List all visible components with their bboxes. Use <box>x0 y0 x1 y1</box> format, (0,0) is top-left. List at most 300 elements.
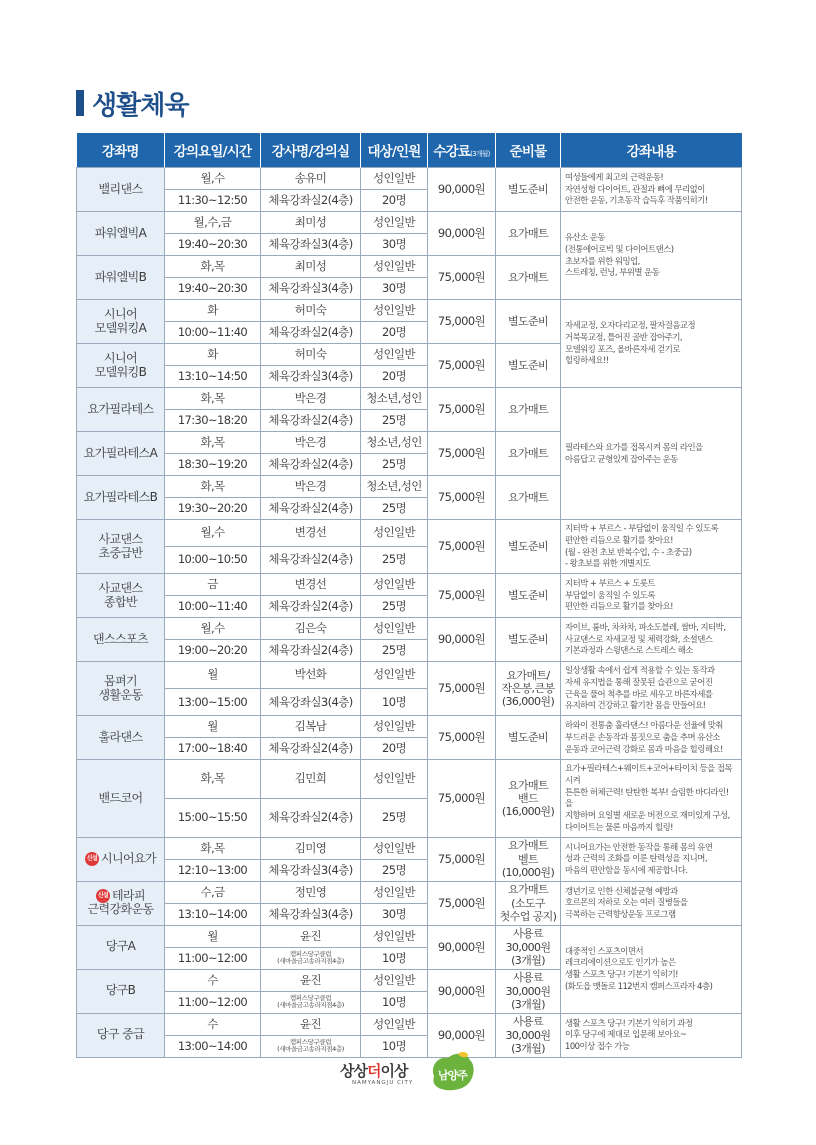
course-fee: 75,000원 <box>428 760 496 838</box>
course-days: 월 <box>165 662 261 689</box>
new-course-badge: 신설 <box>85 852 99 866</box>
course-days: 화,목 <box>165 837 261 859</box>
course-time: 19:00~20:20 <box>165 640 261 662</box>
materials-line: 별도준비 <box>507 539 549 553</box>
instructor-name: 김은숙 <box>261 618 361 640</box>
materials-line: 밴드 <box>517 791 539 805</box>
course-name <box>77 760 165 838</box>
course-room: 체육강좌실3(4층) <box>261 234 361 256</box>
course-room-line: (새마을금고송라지점4층) <box>277 957 344 966</box>
description-line: 필라테스와 요가를 접목시켜 몸의 라인을 <box>565 441 703 452</box>
course-description <box>561 168 742 212</box>
course-name-line: 요가필라테스A <box>83 445 158 460</box>
course-name-line: 밸리댄스 <box>98 181 143 196</box>
header-fee-label: 수강료 <box>433 144 471 160</box>
course-name-line: 근력강화운동 <box>87 902 154 917</box>
course-room-line: 캠퍼스당구클럽 <box>289 950 332 959</box>
table-row <box>77 925 742 947</box>
materials-line: (3개월) <box>511 953 545 967</box>
materials-line: 별도준비 <box>507 358 549 372</box>
course-time: 17:00~18:40 <box>165 738 261 760</box>
target-group: 성인일반 <box>361 574 428 596</box>
logo-slogan-b: 더 <box>366 1062 381 1080</box>
course-name-line: 밴드코어 <box>98 790 143 805</box>
materials <box>496 574 561 618</box>
course-days: 수,금 <box>165 881 261 903</box>
city-logo <box>340 1050 480 1095</box>
course-description <box>561 1013 742 1057</box>
materials-line: 요가매트 <box>507 270 549 284</box>
course-room: 체육강좌실2(4층) <box>261 596 361 618</box>
course-name <box>77 716 165 760</box>
course-name-line: 초중급반 <box>98 545 143 560</box>
description-line: 유지하여 건강하고 활기찬 몸을 만들어요! <box>565 700 706 711</box>
course-name <box>77 476 165 520</box>
course-room <box>261 991 361 1013</box>
target-group: 성인일반 <box>361 344 428 366</box>
course-description <box>561 212 742 300</box>
description-line: 자세 유지법을 통해 잘못된 습관으로 굳어진 <box>565 676 713 687</box>
course-name <box>77 256 165 300</box>
table-row <box>77 662 742 689</box>
target-group: 청소년,성인 <box>361 432 428 454</box>
materials-line: 사용료 <box>512 927 544 941</box>
course-name <box>77 520 165 574</box>
description-line: 거북목교정, 틀어진 골반 잡아주기, <box>565 331 683 342</box>
course-name-line: 훌라댄스 <box>98 729 143 744</box>
course-time: 13:10~14:50 <box>165 366 261 388</box>
page-title: 생활체육 <box>92 90 189 121</box>
description-line: 하와이 전통춤 훌라댄스! 아름다운 선율에 맞춰 <box>565 719 723 730</box>
course-schedule-table <box>76 133 742 1058</box>
materials <box>496 837 561 881</box>
header-fee <box>428 133 496 168</box>
instructor-name: 박은경 <box>261 432 361 454</box>
description-line: 모델워킹 포즈, 올바른자세 걷기로 <box>565 343 680 354</box>
course-name-line: 시니어 <box>104 306 137 321</box>
course-time: 13:10~14:00 <box>165 903 261 925</box>
description-line: 힐링하세요!! <box>565 355 609 366</box>
course-name <box>77 574 165 618</box>
materials-line: 요가매트 <box>507 490 549 504</box>
header-schedule: 강의요일/시간 <box>165 133 261 168</box>
course-time: 11:00~12:00 <box>165 991 261 1013</box>
table-body <box>77 168 742 1058</box>
course-capacity: 10명 <box>361 947 428 969</box>
course-name-line: 모델워킹A <box>94 320 147 335</box>
course-room: 체육강좌실2(4층) <box>261 454 361 476</box>
course-days: 화 <box>165 344 261 366</box>
materials-line: 별도준비 <box>507 314 549 328</box>
materials-line: (36,000원) <box>501 695 555 709</box>
course-fee: 75,000원 <box>428 256 496 300</box>
description-line: 호르몬의 저하로 오는 여러 질병들을 <box>565 897 688 908</box>
city-mark-logo <box>428 1050 476 1092</box>
course-days: 월 <box>165 925 261 947</box>
course-description <box>561 520 742 574</box>
instructor-name: 윤진 <box>261 969 361 991</box>
course-fee: 75,000원 <box>428 574 496 618</box>
course-name <box>77 1013 165 1057</box>
course-capacity: 25명 <box>361 859 428 881</box>
materials <box>496 969 561 1013</box>
target-group: 성인일반 <box>361 716 428 738</box>
target-group: 성인일반 <box>361 618 428 640</box>
table-row <box>77 574 742 596</box>
course-name-line: 시니어요가 <box>101 851 156 866</box>
materials-line: 요가매트 <box>507 883 549 897</box>
logo-slogan <box>340 1060 407 1081</box>
description-line: 일상생활 속에서 쉽게 적용할 수 있는 동작과 <box>565 665 715 676</box>
table-row <box>77 520 742 547</box>
instructor-name: 변경선 <box>261 520 361 547</box>
materials <box>496 212 561 256</box>
target-group: 청소년,성인 <box>361 476 428 498</box>
description-line: 튼튼한 허체근력! 탄탄한 복부! 슬림한 바디라인! 을 <box>565 786 729 809</box>
course-name-line: 요가필라테스 <box>87 401 154 416</box>
course-description <box>561 925 742 1013</box>
course-name <box>77 212 165 256</box>
materials-line: 30,000원 <box>505 1028 551 1042</box>
course-time: 13:00~15:00 <box>165 689 261 716</box>
course-fee: 90,000원 <box>428 212 496 256</box>
course-room: 체육강좌실3(4층) <box>261 278 361 300</box>
description-line: 자연성형 다이어트, 관절과 뼈에 무리없이 <box>565 183 705 194</box>
logo-subtitle: NAMYANGJU CITY <box>352 1080 414 1086</box>
course-capacity: 25명 <box>361 798 428 837</box>
materials-line: 별도준비 <box>507 632 549 646</box>
course-capacity: 25명 <box>361 410 428 432</box>
course-fee: 75,000원 <box>428 662 496 716</box>
instructor-name: 송유미 <box>261 168 361 190</box>
description-line: 극복하는 근력향상운동 프로그램 <box>565 909 676 920</box>
course-description <box>561 618 742 662</box>
course-room-line: (새마을금고송라지점4층) <box>277 1001 344 1010</box>
course-time: 11:00~12:00 <box>165 947 261 969</box>
description-line: - 왕초보를 위한 개별지도 <box>565 558 650 569</box>
course-name <box>77 344 165 388</box>
description-line: 스트레칭, 런닝, 부위별 운동 <box>565 267 660 278</box>
description-line: 기본과정과 스윙댄스로 스트레스 해소 <box>565 645 693 656</box>
instructor-name: 박은경 <box>261 388 361 410</box>
course-name <box>77 168 165 212</box>
course-name-line: 파워엘빅A <box>94 225 147 240</box>
instructor-name: 최미성 <box>261 212 361 234</box>
materials-line: 별도준비 <box>507 182 549 196</box>
description-line: 편안한 리듬으로 활기를 찾아요! <box>565 534 674 545</box>
target-group: 성인일반 <box>361 881 428 903</box>
course-name <box>77 618 165 662</box>
course-time: 10:00~11:40 <box>165 322 261 344</box>
course-days: 화,목 <box>165 432 261 454</box>
materials-line: (16,000원) <box>501 805 555 819</box>
instructor-name: 김미영 <box>261 837 361 859</box>
description-line: 지향하며 요일별 새로운 버전으로 재미있게 구성, <box>565 810 730 821</box>
course-time: 11:30~12:50 <box>165 190 261 212</box>
table-row <box>77 760 742 799</box>
materials-line: (10,000원) <box>501 865 555 879</box>
materials-line: 첫수업 공지) <box>499 909 557 923</box>
course-description <box>561 662 742 716</box>
instructor-name: 허미숙 <box>261 344 361 366</box>
course-room: 체육강좌실2(4층) <box>261 547 361 574</box>
target-group: 성인일반 <box>361 300 428 322</box>
course-room: 체육강좌실2(4층) <box>261 498 361 520</box>
description-line: 안전한 운동, 기초동작 습득후 작품익히기! <box>565 195 708 206</box>
instructor-name: 윤진 <box>261 925 361 947</box>
logo-slogan-c: 이상 <box>380 1062 408 1080</box>
course-fee: 90,000원 <box>428 969 496 1013</box>
materials-line: (소도구 <box>511 896 545 910</box>
description-line: 아름답고 균형있게 잡아주는 운동 <box>565 453 678 464</box>
instructor-name: 변경선 <box>261 574 361 596</box>
course-room: 체육강좌실3(4층) <box>261 689 361 716</box>
course-time: 17:30~18:20 <box>165 410 261 432</box>
table-row <box>77 388 742 410</box>
course-room-line: 캠퍼스당구클럽 <box>289 994 332 1003</box>
description-line: 다이어트는 물론 마음까지 힐링! <box>565 821 674 832</box>
description-line: 100이상 접수 가능 <box>565 1041 630 1052</box>
course-capacity: 20명 <box>361 366 428 388</box>
description-line: 생활 스포츠 당구! 기본기 익히기 과정 <box>565 1017 693 1028</box>
course-fee: 90,000원 <box>428 1013 496 1057</box>
logo-slogan-a: 상상 <box>340 1062 367 1080</box>
course-room: 체육강좌실2(4층) <box>261 410 361 432</box>
course-room-line: (새마을금고송라지점4층) <box>277 1045 344 1054</box>
course-fee: 75,000원 <box>428 300 496 344</box>
course-description <box>561 574 742 618</box>
course-capacity: 25명 <box>361 640 428 662</box>
course-room: 체육강좌실2(4층) <box>261 738 361 760</box>
target-group: 성인일반 <box>361 969 428 991</box>
course-days: 월,수 <box>165 168 261 190</box>
table-row <box>77 716 742 738</box>
target-group: 성인일반 <box>361 256 428 278</box>
header-target: 대상/인원 <box>361 133 428 168</box>
course-name-line: 생활운동 <box>98 687 143 702</box>
course-name-line: 테라피 <box>112 888 145 903</box>
materials-line: 요가매트/ <box>506 668 550 682</box>
course-capacity: 10명 <box>361 991 428 1013</box>
course-fee: 90,000원 <box>428 618 496 662</box>
materials <box>496 476 561 520</box>
course-fee: 75,000원 <box>428 520 496 574</box>
course-days: 화,목 <box>165 256 261 278</box>
table-row <box>77 881 742 903</box>
materials <box>496 760 561 838</box>
course-name-line: 사교댄스 <box>98 531 143 546</box>
course-fee: 75,000원 <box>428 344 496 388</box>
description-line: 초보자를 위한 워밍업, <box>565 255 640 266</box>
materials <box>496 168 561 212</box>
course-name-line: 시니어 <box>104 350 137 365</box>
description-line: 요가+필라테스+웨이트+코어+타이치 등을 접목시켜 <box>565 763 733 785</box>
instructor-name: 김복남 <box>261 716 361 738</box>
description-line: 이후 당구에 제대로 입문해 보아요~ <box>565 1029 687 1040</box>
table-row <box>77 300 742 322</box>
course-name-line: 당구 중급 <box>96 1027 145 1042</box>
header-instructor: 강사명/강의실 <box>261 133 361 168</box>
new-course-badge: 신설 <box>96 889 110 903</box>
description-line: 시니어요가는 안전한 동작을 통해 몸의 유연 <box>565 841 713 852</box>
course-fee: 75,000원 <box>428 716 496 760</box>
course-name-line: 당구B <box>105 983 136 998</box>
course-days: 수 <box>165 1013 261 1035</box>
description-line: 지터박 + 부르스 + 도롯트 <box>565 577 655 588</box>
course-capacity: 20명 <box>361 322 428 344</box>
course-room: 체육강좌실3(4층) <box>261 859 361 881</box>
course-capacity: 25명 <box>361 454 428 476</box>
header-fee-unit: (3개월) <box>470 150 490 158</box>
course-description <box>561 300 742 388</box>
target-group: 성인일반 <box>361 168 428 190</box>
course-name-line: 댄스스포츠 <box>93 631 148 646</box>
materials-line: (3개월) <box>511 997 545 1011</box>
course-days: 화,목 <box>165 760 261 799</box>
course-room: 체육강좌실3(4층) <box>261 903 361 925</box>
materials <box>496 344 561 388</box>
target-group: 성인일반 <box>361 212 428 234</box>
course-capacity: 30명 <box>361 234 428 256</box>
course-name-line: 모델워킹B <box>94 364 147 379</box>
materials-line: 별도준비 <box>507 731 549 745</box>
course-description <box>561 881 742 925</box>
section-title <box>76 86 188 120</box>
description-line: 생활 스포츠 당구! 기본기 익히기! <box>565 969 679 980</box>
course-name <box>77 662 165 716</box>
materials <box>496 618 561 662</box>
description-line: 편안한 리듬으로 활기를 찾아요! <box>565 601 674 612</box>
target-group: 성인일반 <box>361 662 428 689</box>
course-description <box>561 716 742 760</box>
course-capacity: 25명 <box>361 596 428 618</box>
course-room: 체육강좌실2(4층) <box>261 640 361 662</box>
description-line: 대중적인 스포츠이면서 <box>565 945 644 956</box>
course-fee: 75,000원 <box>428 432 496 476</box>
instructor-name: 최미성 <box>261 256 361 278</box>
description-line: 여성들에게 최고의 근력운동! <box>565 171 664 182</box>
materials-line: 작은봉,큰봉 <box>501 682 555 695</box>
course-capacity: 25명 <box>361 498 428 520</box>
instructor-name: 허미숙 <box>261 300 361 322</box>
course-name-line: 사교댄스 <box>98 580 143 595</box>
description-line: 마음의 편안함을 동시에 제공합니다. <box>565 865 688 876</box>
materials-line: 벨트 <box>517 852 539 866</box>
materials-line: 요가매트 <box>507 839 549 853</box>
course-days: 화,목 <box>165 388 261 410</box>
materials-line: (3개월) <box>511 1041 545 1055</box>
course-capacity: 30명 <box>361 278 428 300</box>
course-room-line: 캠퍼스당구클럽 <box>289 1038 332 1047</box>
description-line: 레크리에이션으로도 인기가 높은 <box>565 957 676 968</box>
target-group: 성인일반 <box>361 1013 428 1035</box>
course-description <box>561 388 742 520</box>
course-days: 수 <box>165 969 261 991</box>
course-capacity: 25명 <box>361 547 428 574</box>
course-fee: 90,000원 <box>428 168 496 212</box>
materials <box>496 1013 561 1057</box>
course-days: 월,수 <box>165 520 261 547</box>
course-name <box>77 432 165 476</box>
materials-line: 요가매트 <box>507 446 549 460</box>
materials <box>496 716 561 760</box>
table-row <box>77 837 742 859</box>
course-name <box>77 300 165 344</box>
course-description <box>561 837 742 881</box>
description-line: 성과 근력의 조화를 이룬 탄력성을 지니며, <box>565 853 708 864</box>
course-name-line: 종합반 <box>104 594 137 609</box>
description-line: 자세교정, 오자다리교정, 팔자걸음교정 <box>565 319 696 330</box>
materials-line: 30,000원 <box>505 940 551 954</box>
course-capacity: 10명 <box>361 689 428 716</box>
course-room: 체육강좌실2(4층) <box>261 190 361 212</box>
instructor-name: 김민희 <box>261 760 361 799</box>
course-days: 화,목 <box>165 476 261 498</box>
description-line: 유산소 운동 <box>565 231 606 242</box>
course-fee: 75,000원 <box>428 476 496 520</box>
course-room <box>261 947 361 969</box>
course-time: 19:40~20:30 <box>165 234 261 256</box>
materials-line: 30,000원 <box>505 984 551 998</box>
materials-line: 사용료 <box>512 971 544 985</box>
description-line: (전통에어로빅 및 다이어트댄스) <box>565 243 674 254</box>
description-line: 근육을 풀어 척추를 바로 세우고 바른자세를 <box>565 688 713 699</box>
materials-line: 사용료 <box>512 1015 544 1029</box>
course-days: 금 <box>165 574 261 596</box>
course-time: 10:00~11:40 <box>165 596 261 618</box>
description-line: (월 - 완전 초보 반복수업, 수 - 초중급) <box>565 546 692 557</box>
course-days: 월,수 <box>165 618 261 640</box>
course-name-line: 몸펴기 <box>104 673 137 688</box>
target-group: 성인일반 <box>361 925 428 947</box>
course-name-line: 파워엘빅B <box>94 269 147 284</box>
header-course: 강좌명 <box>77 133 165 168</box>
course-fee: 75,000원 <box>428 837 496 881</box>
description-line: 갱년기로 인한 신체불균형 예방과 <box>565 885 678 896</box>
course-name <box>77 837 165 881</box>
materials <box>496 432 561 476</box>
course-room: 체육강좌실2(4층) <box>261 798 361 837</box>
materials-line: 별도준비 <box>507 588 549 602</box>
description-line: 사교댄스로 자세교정 및 체력강화, 소셜댄스 <box>565 633 713 644</box>
city-mark-text: 남양주 <box>438 1069 467 1082</box>
course-capacity: 20명 <box>361 190 428 212</box>
materials <box>496 388 561 432</box>
course-capacity: 20명 <box>361 738 428 760</box>
header-content: 강좌내용 <box>561 133 742 168</box>
course-time: 19:40~20:30 <box>165 278 261 300</box>
table-header-row <box>77 133 742 168</box>
course-time: 15:00~15:50 <box>165 798 261 837</box>
course-name <box>77 925 165 969</box>
course-name-line: 당구A <box>105 939 136 954</box>
course-capacity: 30명 <box>361 903 428 925</box>
course-time: 13:00~14:00 <box>165 1035 261 1057</box>
materials-line: 요가매트 <box>507 226 549 240</box>
description-line: 운동과 코어근력 강화로 몸과 마음을 힐링해요! <box>565 743 723 754</box>
target-group: 성인일반 <box>361 760 428 799</box>
course-time: 12:10~13:00 <box>165 859 261 881</box>
course-time: 18:30~19:20 <box>165 454 261 476</box>
target-group: 청소년,성인 <box>361 388 428 410</box>
course-description <box>561 760 742 838</box>
target-group: 성인일반 <box>361 837 428 859</box>
course-fee: 90,000원 <box>428 925 496 969</box>
table-row <box>77 168 742 190</box>
instructor-name: 박선화 <box>261 662 361 689</box>
course-days: 월,수,금 <box>165 212 261 234</box>
materials <box>496 256 561 300</box>
